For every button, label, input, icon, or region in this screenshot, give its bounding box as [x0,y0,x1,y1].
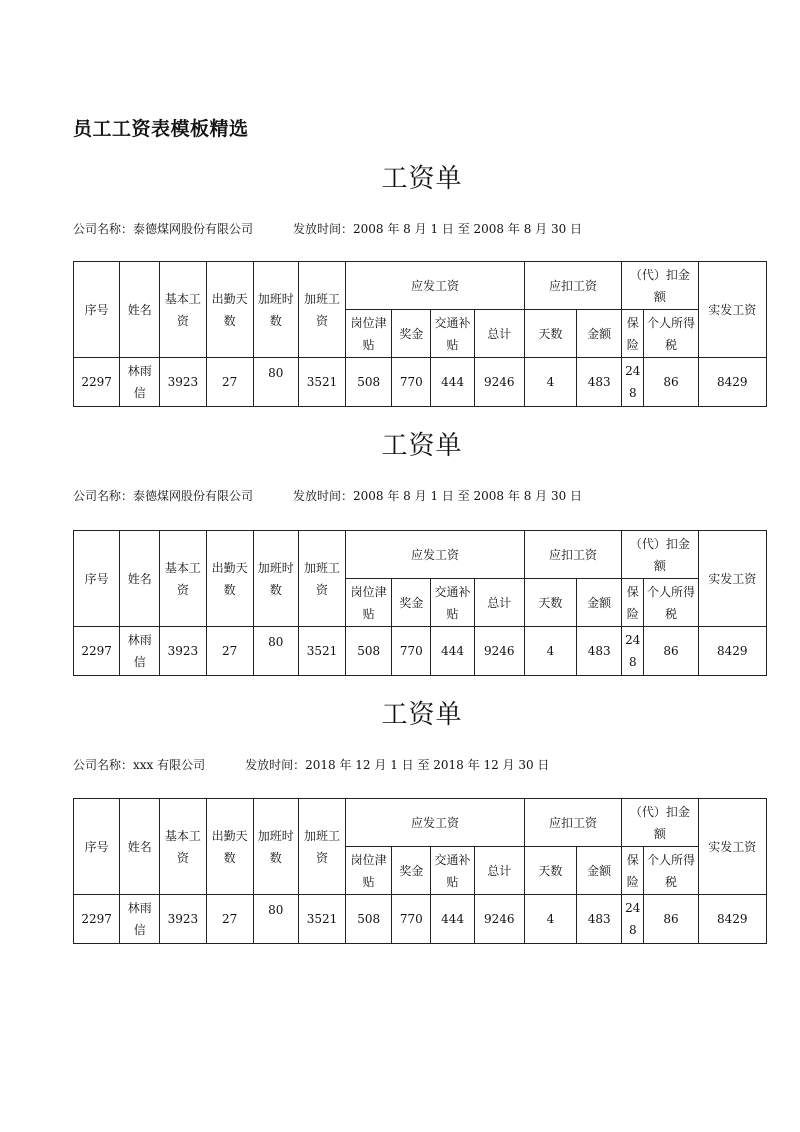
header-payable: 应发工资 [346,799,525,847]
cell-base: 3923 [160,358,206,407]
table-row [74,895,767,944]
wage-table [73,798,767,944]
cell-transport: 444 [431,895,474,944]
cell-ot-wage: 3521 [298,895,345,944]
company-name: 公司名称：xxx 有限公司 [73,758,206,772]
header-post: 岗位津贴 [346,310,392,358]
cell-deduct-days: 4 [524,358,576,407]
cell-name: 林雨信 [120,895,160,944]
cell-days: 27 [206,358,253,407]
cell-total: 9246 [474,895,524,944]
slip-title: 工资单 [381,431,463,461]
header-days: 出勤天数 [206,799,253,895]
company-name: 公司名称：泰德煤网股份有限公司 [73,489,254,503]
table-row [74,358,767,407]
header-bonus: 奖金 [392,310,431,358]
company-name: 公司名称：泰德煤网股份有限公司 [73,222,254,236]
header-ot-hours: 加班时数 [253,531,298,627]
cell-total: 9246 [474,627,524,676]
wage-table [73,261,767,407]
cell-base: 3923 [160,895,206,944]
header-name: 姓名 [120,799,160,895]
header-seq: 序号 [74,531,120,627]
cell-deduct-days: 4 [524,627,576,676]
header-withhold: （代）扣金额 [622,262,698,310]
header-ot-wage: 加班工资 [298,531,345,627]
slip-meta [73,756,549,773]
header-withhold: （代）扣金额 [622,531,698,579]
header-tax: 个人所得税 [644,579,698,627]
header-deduct-days: 天数 [524,310,576,358]
cell-net: 8429 [698,895,766,944]
cell-post: 508 [346,358,392,407]
header-post: 岗位津贴 [346,847,392,895]
cell-tax: 86 [644,895,698,944]
header-post: 岗位津贴 [346,579,392,627]
header-transport: 交通补贴 [431,310,474,358]
header-net: 实发工资 [698,531,766,627]
header-name: 姓名 [120,531,160,627]
slip-meta [73,220,582,237]
cell-days: 27 [206,627,253,676]
document-title: 员工工资表模板精选 [73,118,249,140]
header-insurance: 保险 [622,847,644,895]
table-row [74,627,767,676]
cell-seq: 2297 [74,895,120,944]
slip-title: 工资单 [381,164,463,194]
cell-days: 27 [206,895,253,944]
header-payable: 应发工资 [346,531,525,579]
cell-deduct-amount: 483 [577,358,622,407]
header-ot-hours: 加班时数 [253,262,298,358]
header-insurance: 保险 [622,310,644,358]
header-ot-hours: 加班时数 [253,799,298,895]
cell-deduct-days: 4 [524,895,576,944]
header-ot-wage: 加班工资 [298,262,345,358]
cell-ot-hours: 80 [253,627,298,676]
cell-insurance: 248 [622,895,644,944]
pay-period: 发放时间：2008 年 8 月 1 日 至 2008 年 8 月 30 日 [293,489,583,503]
header-total: 总计 [474,310,524,358]
header-deduct: 应扣工资 [524,262,621,310]
header-bonus: 奖金 [392,847,431,895]
cell-ot-hours: 80 [253,358,298,407]
header-transport: 交通补贴 [431,579,474,627]
header-seq: 序号 [74,799,120,895]
cell-insurance: 248 [622,627,644,676]
header-total: 总计 [474,847,524,895]
wage-table [73,530,767,676]
pay-period: 发放时间：2018 年 12 月 1 日 至 2018 年 12 月 30 日 [245,758,550,772]
header-deduct-amount: 金额 [577,579,622,627]
header-base: 基本工资 [160,262,206,358]
cell-ot-wage: 3521 [298,627,345,676]
cell-name: 林雨信 [120,627,160,676]
cell-seq: 2297 [74,627,120,676]
cell-deduct-amount: 483 [577,895,622,944]
cell-bonus: 770 [392,358,431,407]
cell-transport: 444 [431,627,474,676]
cell-post: 508 [346,895,392,944]
header-base: 基本工资 [160,531,206,627]
header-bonus: 奖金 [392,579,431,627]
header-withhold: （代）扣金额 [622,799,698,847]
cell-tax: 86 [644,358,698,407]
header-seq: 序号 [74,262,120,358]
header-payable: 应发工资 [346,262,525,310]
header-deduct-amount: 金额 [577,310,622,358]
cell-net: 8429 [698,358,766,407]
header-tax: 个人所得税 [644,847,698,895]
header-transport: 交通补贴 [431,847,474,895]
cell-name: 林雨信 [120,358,160,407]
cell-net: 8429 [698,627,766,676]
header-name: 姓名 [120,262,160,358]
header-deduct-amount: 金额 [577,847,622,895]
header-insurance: 保险 [622,579,644,627]
cell-transport: 444 [431,358,474,407]
header-deduct-days: 天数 [524,579,576,627]
cell-base: 3923 [160,627,206,676]
slip-title: 工资单 [381,700,463,730]
header-days: 出勤天数 [206,262,253,358]
cell-tax: 86 [644,627,698,676]
cell-ot-hours: 80 [253,895,298,944]
header-deduct: 应扣工资 [524,531,621,579]
cell-seq: 2297 [74,358,120,407]
header-tax: 个人所得税 [644,310,698,358]
header-deduct-days: 天数 [524,847,576,895]
header-total: 总计 [474,579,524,627]
header-ot-wage: 加班工资 [298,799,345,895]
header-days: 出勤天数 [206,531,253,627]
header-net: 实发工资 [698,799,766,895]
cell-bonus: 770 [392,627,431,676]
cell-post: 508 [346,627,392,676]
pay-period: 发放时间：2008 年 8 月 1 日 至 2008 年 8 月 30 日 [293,222,583,236]
cell-ot-wage: 3521 [298,358,345,407]
cell-deduct-amount: 483 [577,627,622,676]
header-base: 基本工资 [160,799,206,895]
cell-total: 9246 [474,358,524,407]
header-net: 实发工资 [698,262,766,358]
slip-meta [73,487,582,504]
cell-bonus: 770 [392,895,431,944]
header-deduct: 应扣工资 [524,799,621,847]
cell-insurance: 248 [622,358,644,407]
